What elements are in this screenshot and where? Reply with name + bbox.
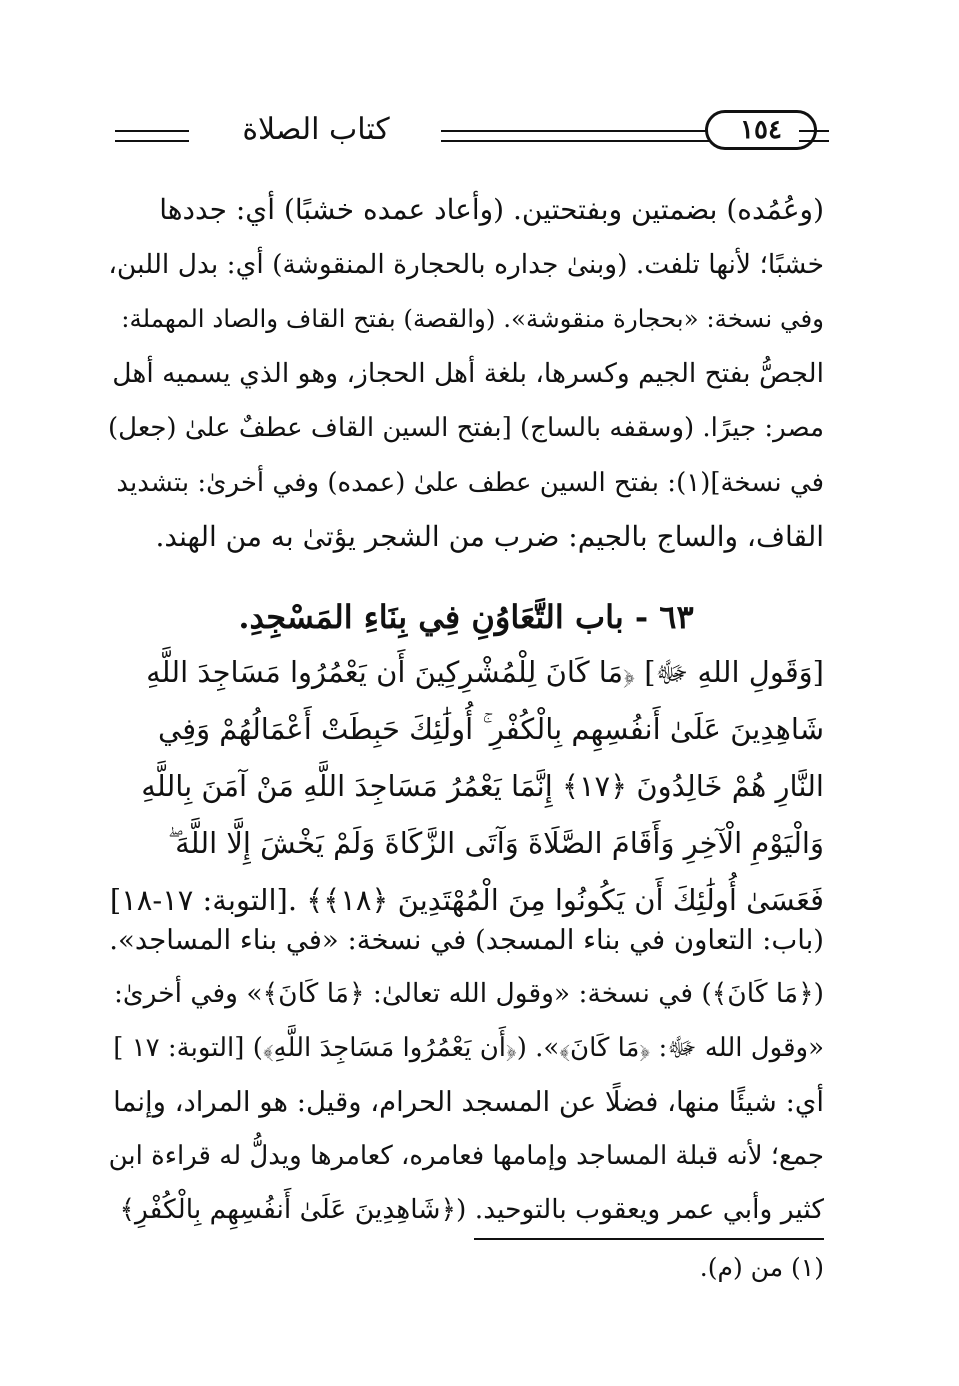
text-line: في نسخة](١): بفتح السين عطف علىٰ (عمده) وفي أخرىٰ: بتشديد [116, 467, 824, 498]
quran-line: شَاهِدِينَ عَلَىٰ أَنفُسِهِم بِالْكُفْرِ ۚ أُولَٰئِكَ حَبِطَتْ أَعْمَالُهُمْ وَفِي [158, 712, 824, 746]
commentary-paragraph [108, 183, 824, 565]
footnote-divider [474, 1238, 824, 1240]
text-line: مصر: جيرًا. (وسقفه بالساج) [بفتح السين القاف عطفٌ علىٰ (جعل) [107, 413, 824, 443]
text-line: كثير وأبي عمر ويعقوب بالتوحيد. (﴿شَاهِدِينَ عَلَىٰ أَنفُسِهِم بِالْكُفْرِ﴾ [119, 1194, 824, 1225]
commentary-paragraph-2 [108, 913, 824, 1237]
quran-quote [108, 644, 824, 929]
text-line: القاف، والساج بالجيم: ضرب من الشجر يؤتىٰ به من الهند. [155, 520, 824, 553]
quran-line: النَّارِ هُمْ خَالِدُونَ ﴿١٧﴾ إِنَّمَا يَعْمُرُ مَسَاجِدَ اللَّهِ مَنْ آمَنَ بِاللَّهِ [141, 769, 824, 803]
quran-line: وَالْيَوْمِ الْآخِرِ وَأَقَامَ الصَّلَاةَ وَآتَى الزَّكَاةَ وَلَمْ يَخْشَ إِلَّا اللَّهَ ۖ [167, 826, 824, 860]
text-line: «وقول الله ﷻ: ﴿مَا كَانَ﴾». (﴿أَن يَعْمُرُوا مَسَاجِدَ اللَّهِ﴾) [التوبة: ١٧ ] [113, 1033, 824, 1063]
text-line: (﴿مَا كَانَ﴾) في نسخة: «وقول الله تعالىٰ: ﴿مَا كَانَ﴾» وفي أخرىٰ: [113, 978, 824, 1009]
running-title: كتاب الصلاة [242, 112, 390, 147]
text-line: (باب: التعاون في بناء المسجد) في نسخة: «في بناء المساجد». [109, 924, 824, 956]
quran-line: [وَقَولِ اللهِ ﷻ] ﴿مَا كَانَ لِلْمُشْرِكِينَ أَن يَعْمُرُوا مَسَاجِدَ اللَّهِ [146, 655, 824, 689]
page-header [105, 108, 825, 156]
section-heading: ٦٣ - باب التَّعَاوُنِ فِي بِنَاءِ المَسْجِدِ. [238, 598, 694, 636]
text-line: الجصُّ بفتح الجيم وكسرها، بلغة أهل الحجاز، وهو الذي يسميه أهل [112, 357, 824, 389]
header-rule-right [799, 130, 829, 142]
text-line: خشبًا؛ لأنها تلفت. (وبنىٰ جداره بالحجارة المنقوشة) أي: بدل اللبن، [108, 248, 824, 280]
text-line: جمع؛ لأنه قبلة المساجد وإمامها فعامره، كعامرها ويدلُّ له قراءة ابن [108, 1141, 824, 1171]
text-line: أي: شيئًا منها، فضلًا عن المسجد الحرام، وقيل: هو المراد، وإنما [113, 1086, 824, 1118]
footnote: (١) من (م). [699, 1253, 824, 1282]
text-line: وفي نسخة: «بحجارة منقوشة». (والقصة) بفتح القاف والصاد المهملة: [121, 304, 824, 333]
quran-line: فَعَسَىٰ أُولَٰئِكَ أَن يَكُونُوا مِنَ الْمُهْتَدِينَ ﴿١٨﴾﴾ .[التوبة: ١٧-١٨] [109, 883, 824, 917]
header-rule-left [115, 130, 189, 142]
page-number: ١٥٤ [705, 110, 817, 150]
text-line: (وعُمُده) بضمتين وبفتحتين. (وأعاد عمده خشبًا) أي: جددها [159, 193, 824, 226]
